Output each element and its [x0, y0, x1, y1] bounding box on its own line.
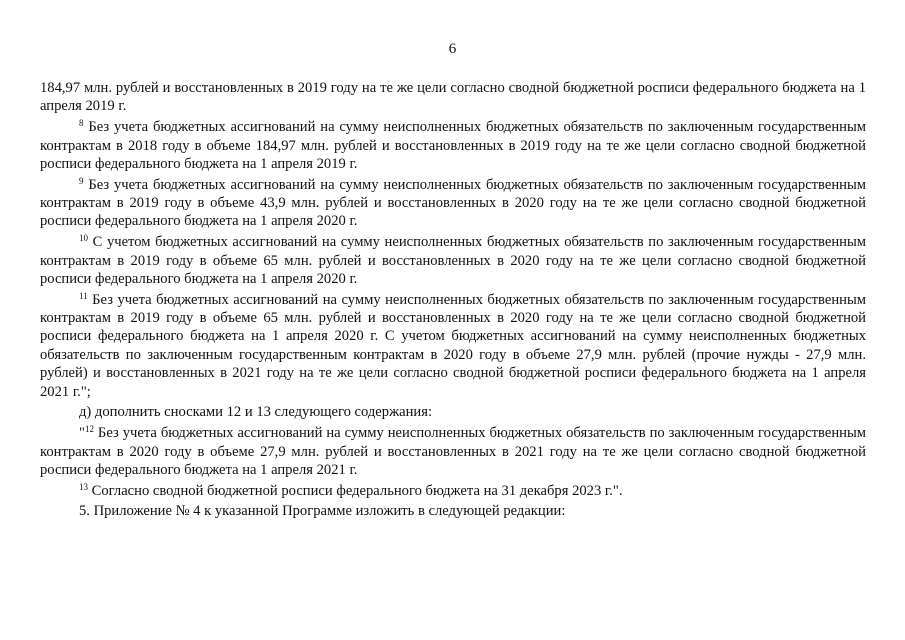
footnote-marker: 11 — [79, 290, 88, 301]
footnote-11 — [40, 291, 866, 401]
footnote-10 — [40, 233, 866, 288]
footnote-12 — [40, 424, 866, 479]
page-number: 6 — [448, 41, 457, 57]
paragraph-text: 184,97 млн. рублей и восстановленных в 2019 году на те же цели согласно сводной бюджетной росписи федерального бюджета на 1 апреля 2019 г. — [40, 80, 866, 115]
footnote-8 — [40, 118, 866, 173]
footnote-text: Без учета бюджетных ассигнований на сумму неисполненных бюджетных обязательств по заключенным государственным контрактам в 2019 году в объеме 43,9 млн. рублей и восстановленных в 2020 году на те же цели согласно сводной бюджетной росписи федерального бюджета на 1 апреля 2020 г. — [40, 176, 866, 230]
paragraph-text: 5. Приложение № 4 к указанной Программе изложить в следующей редакции: — [79, 503, 566, 520]
footnote-text: Без учета бюджетных ассигнований на сумму неисполненных бюджетных обязательств по заключенным государственным контрактам в 2020 году в объеме 27,9 млн. рублей и восстановленных в 2021 году на те же цели согласно сводной бюджетной росписи федерального бюджета на 1 апреля 2021 г. — [40, 425, 866, 478]
footnote-marker: 12 — [84, 424, 94, 435]
footnote-9 — [40, 176, 866, 231]
paragraph-continuation — [40, 79, 866, 116]
footnote-marker: 13 — [79, 481, 88, 492]
footnote-marker: 9 — [79, 175, 84, 186]
footnote-text: С учетом бюджетных ассигнований на сумму неисполненных бюджетных обязательств по заключенным государственным контрактам в 2019 году в объеме 65 млн. рублей и восстановленных в 2020 году на те же цели согласно сводной бюджетной росписи федерального бюджета на 1 апреля 2020 г. — [40, 234, 866, 287]
footnote-text: Без учета бюджетных ассигнований на сумму неисполненных бюджетных обязательств по заключенным государственным контрактам в 2018 году в объеме 184,97 млн. рублей и восстановленных в 2019 году на те же цели согласно сводной бюджетной росписи федерального бюджета на 1 апреля 2019 г. — [40, 119, 866, 172]
footnote-marker: 10 — [79, 233, 88, 244]
instruction-add-footnotes — [40, 403, 866, 421]
instruction-appendix-4 — [40, 502, 866, 520]
open-quote: " — [79, 425, 85, 442]
document-body — [40, 79, 866, 523]
footnote-text: Без учета бюджетных ассигнований на сумму неисполненных бюджетных обязательств по заключенным государственным контрактам в 2019 году в объеме 65 млн. рублей и восстановленных в 2020 году на те же цели согласно сводной бюджетной росписи федерального бюджета на 1 апреля 2020 г. С учетом бюджетных ассигнований на сумму неисполненных бюджетных обязательств по заключенным государственным контрактам в 2020 году в объеме 27,9 млн. рублей (прочие нужды - 27,9 млн. рублей) и восстановленных в 2021 году на те же цели согласно сводной бюджетной росписи федерального бюджета на 1 апреля 2021 г."; — [40, 291, 866, 400]
footnote-text: Согласно сводной бюджетной росписи федерального бюджета на 31 декабря 2023 г.". — [88, 482, 623, 499]
footnote-13 — [40, 482, 866, 500]
footnote-marker: 8 — [79, 118, 84, 129]
paragraph-text: д) дополнить сносками 12 и 13 следующего содержания: — [79, 404, 433, 421]
